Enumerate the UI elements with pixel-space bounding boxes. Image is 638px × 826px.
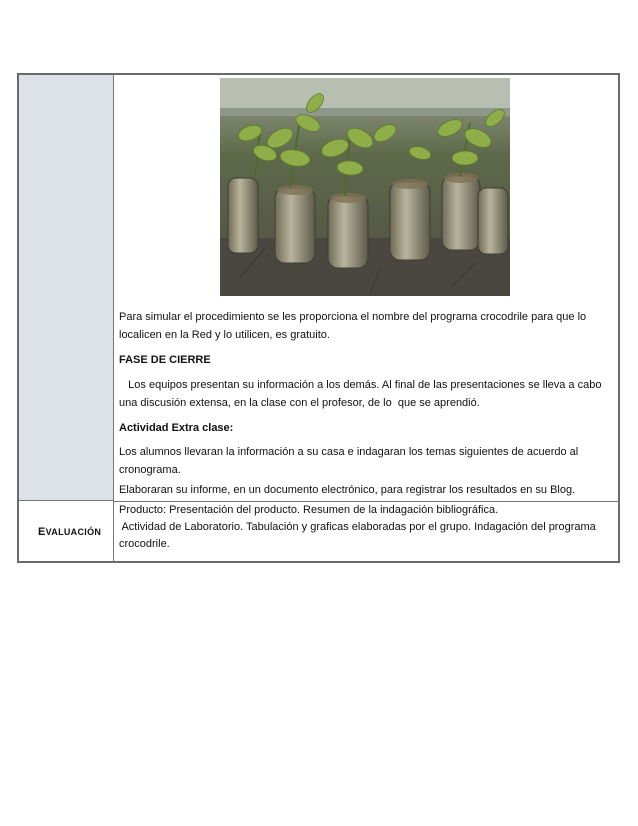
heading-actividad-extra: Actividad Extra clase: <box>119 422 234 434</box>
paragraph-report: Elaboraran su informe, en un documento electrónico, para registrar los resultados en su Blog. <box>119 484 576 496</box>
lesson-table <box>17 73 620 563</box>
paragraph-procedure: Para simular el procedimiento se les proporciona el nombre del programa crocodrile para que lo localicen en la Red y lo utilicen, es gratuito. <box>119 311 587 341</box>
paragraph-presentations: Los equipos presentan su información a los demás. Al final de las presentaciones se lleva a cabo una discusión extensa, en la clase con el profesor, de lo que se aprendió. <box>119 379 605 409</box>
evaluation-content <box>119 502 612 553</box>
evaluation-label <box>19 501 114 563</box>
evaluation-line: Actividad de Laboratorio. Tabulación y graficas elaboradas por el grupo. Indagación del programa <box>119 521 596 533</box>
paragraph-homework: Los alumnos llevaran la información a su casa e indagaran los temas siguientes de acuerdo al cronograma. <box>119 446 579 476</box>
evaluation-label-rest: VALUACIÓN <box>45 527 102 537</box>
photo-illustration <box>220 78 510 296</box>
evaluation-line: Producto: Presentación del producto. Resumen de la indagación bibliográfica. <box>119 504 499 516</box>
evaluation-label-initial: E <box>38 526 46 538</box>
label-column <box>19 75 114 561</box>
content-column <box>114 75 618 561</box>
label-cell-shaded <box>19 75 113 501</box>
plants-in-bottles-photo <box>220 78 510 296</box>
evaluation-line: crocodrile. <box>119 538 170 550</box>
heading-fase-de-cierre: FASE DE CIERRE <box>119 354 211 366</box>
